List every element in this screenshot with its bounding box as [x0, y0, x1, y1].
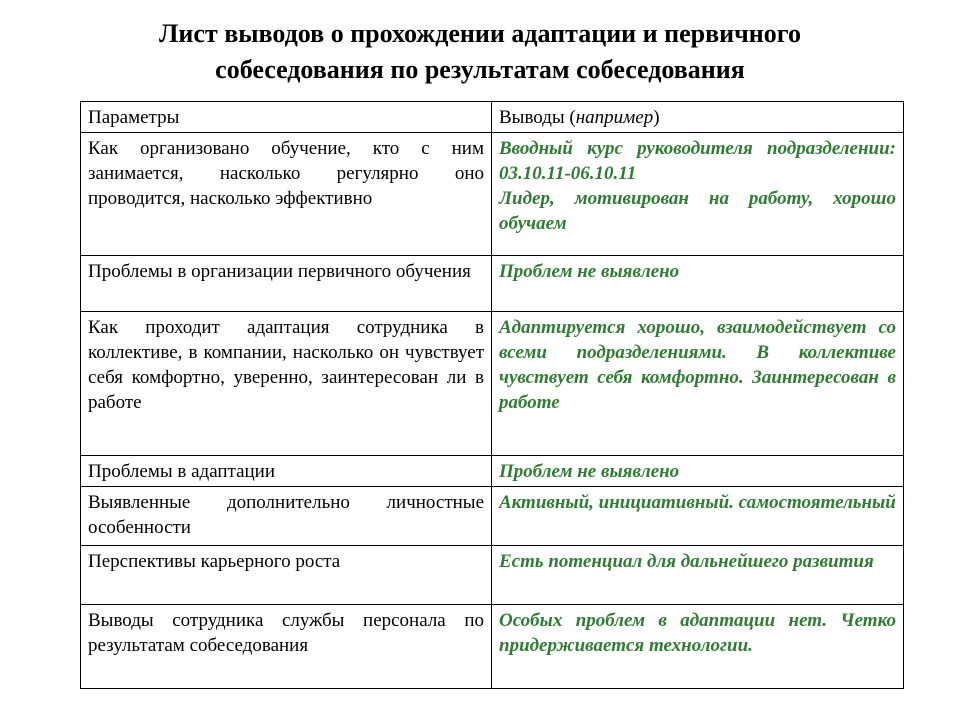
row-conclusion: Адаптируется хорошо, взаимодействует со всеми подразделениями. В коллективе чувствует себя комфортно. Заинтересован в работе — [492, 312, 904, 456]
table-header-row — [81, 102, 904, 133]
row-parameter: Проблемы в организации первичного обучения — [81, 256, 492, 312]
table-row — [81, 605, 904, 689]
header-parameters: Параметры — [81, 102, 492, 133]
table-row — [81, 312, 904, 456]
row-parameter: Перспективы карьерного роста — [81, 546, 492, 605]
page-title — [40, 16, 920, 88]
row-parameter: Как организовано обучение, кто с ним занимается, насколько регулярно оно проводится, насколько эффективно — [81, 133, 492, 256]
row-parameter: Выявленные дополнительно личностные особенности — [81, 487, 492, 546]
row-parameter: Выводы сотрудника службы персонала по результатам собеседования — [81, 605, 492, 689]
table-row — [81, 456, 904, 487]
table-row — [81, 133, 904, 256]
table-row — [81, 256, 904, 312]
title-line-1: Лист выводов о прохождении адаптации и первичного — [159, 19, 801, 48]
conclusions-table — [80, 101, 904, 689]
row-conclusion: Проблем не выявлено — [492, 256, 904, 312]
header-conclusions: Выводы (например) — [492, 102, 904, 133]
row-conclusion: Вводный курс руководителя подразделении: 03.10.11-06.10.11 Лидер, мотивирован на работу, хорошо обучаем — [492, 133, 904, 256]
row-parameter: Как проходит адаптация сотрудника в коллективе, в компании, насколько он чувствует себя комфортно, уверенно, заинтересован ли в работе — [81, 312, 492, 456]
row-conclusion: Есть потенциал для дальнейшего развития — [492, 546, 904, 605]
row-conclusion: Проблем не выявлено — [492, 456, 904, 487]
table-row — [81, 546, 904, 605]
row-conclusion: Активный, инициативный. самостоятельный — [492, 487, 904, 546]
table-row — [81, 487, 904, 546]
row-conclusion: Особых проблем в адаптации нет. Четко придерживается технологии. — [492, 605, 904, 689]
title-line-2: собеседования по результатам собеседования — [215, 55, 745, 84]
row-parameter: Проблемы в адаптации — [81, 456, 492, 487]
